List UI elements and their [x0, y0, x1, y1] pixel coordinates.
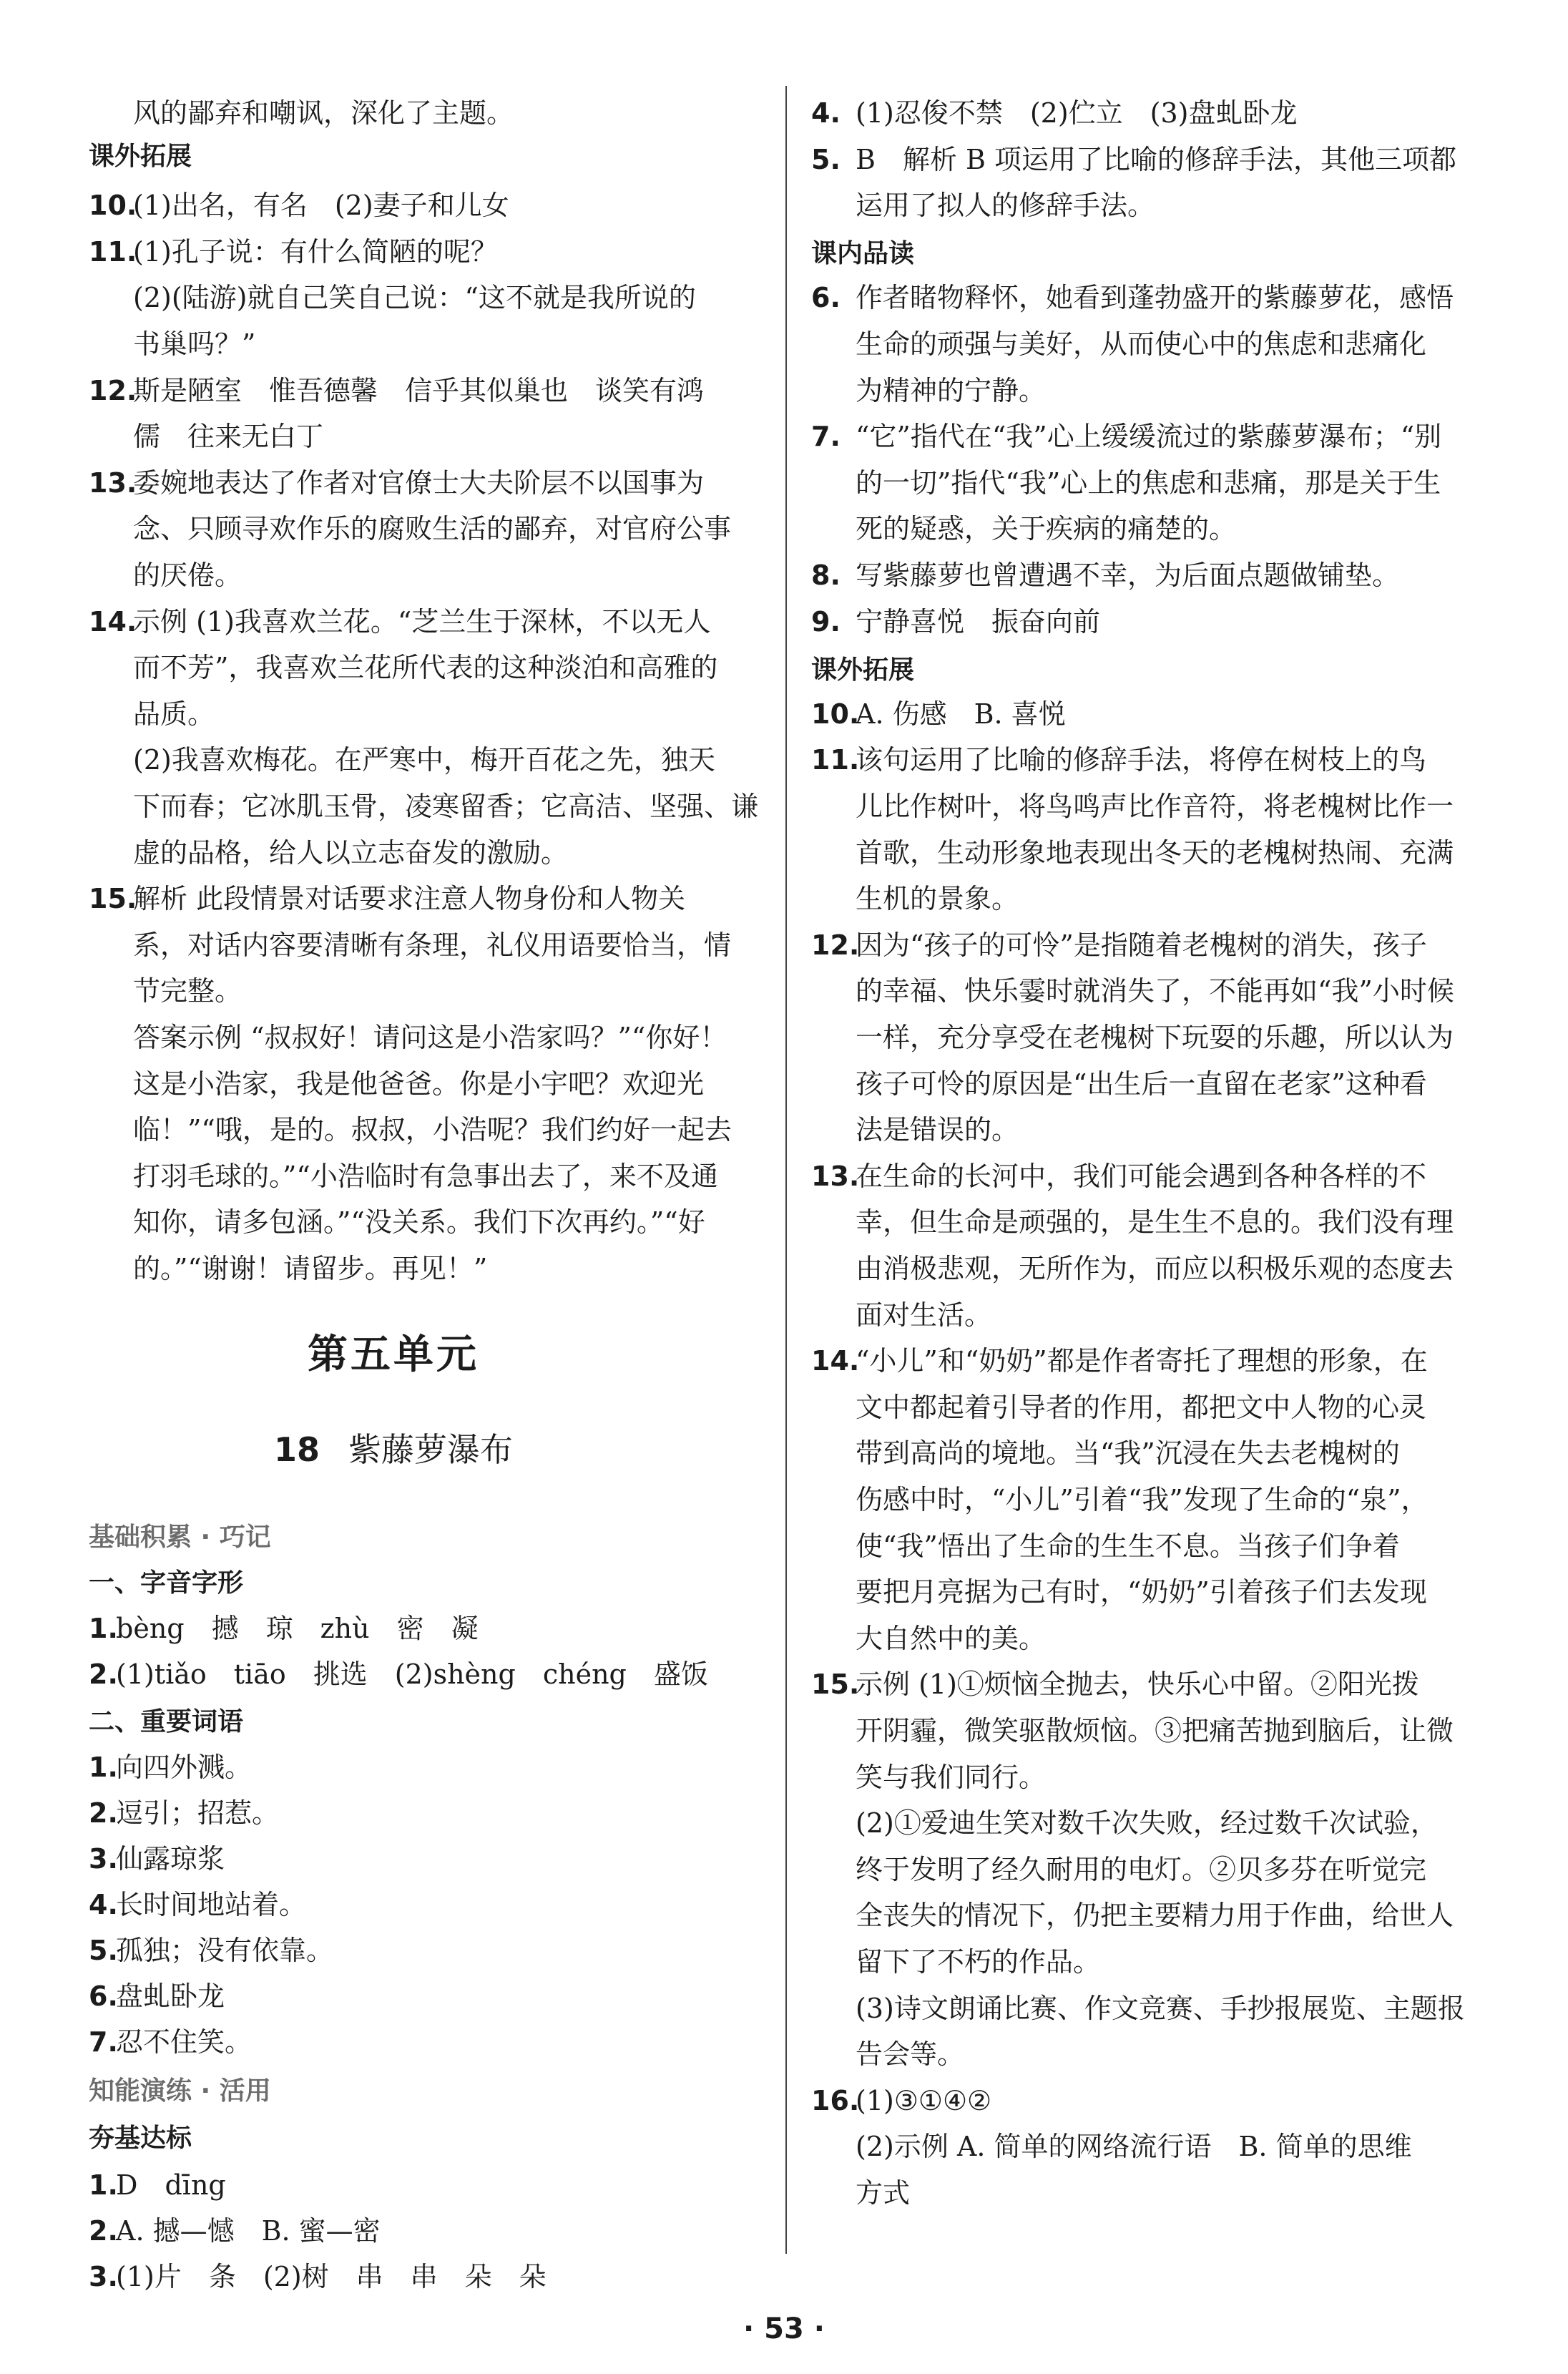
answer-text: (2)①爱迪生笑对数千次失败，经过数千次试验，	[856, 1807, 1438, 1840]
answer-line	[89, 235, 498, 269]
answer-line	[856, 466, 1441, 500]
answer-number: 5.	[89, 1935, 118, 1966]
answer-line	[133, 1020, 727, 1055]
unit-title: 第五单元	[308, 1331, 479, 1378]
answer-number: 16.	[811, 2084, 860, 2116]
answer-number: 1.	[89, 1613, 118, 1644]
answer-line	[811, 558, 1399, 592]
answer-line	[856, 1714, 1454, 1748]
answer-line	[856, 512, 1236, 546]
answer-line	[856, 2037, 964, 2071]
answer-text: 全丧失的情况下，仍把主要精力用于作曲，给世人	[856, 1900, 1454, 1932]
answer-line	[133, 1159, 718, 1193]
answer-text: 下而春；它冰肌玉骨，凌寒留香；它高洁、坚强、谦	[133, 791, 759, 822]
answer-text: 告会等。	[856, 2038, 965, 2071]
answer-line	[89, 373, 704, 408]
answer-text: (1)③①④②	[856, 2084, 992, 2116]
answer-number: 2.	[89, 1797, 118, 1829]
answer-text: 知你，请多包涵。”“没关系。我们下次再约。”“好	[133, 1206, 705, 1239]
answer-text: D dīng	[116, 2169, 226, 2201]
answer-text: 向四外溅。	[116, 1752, 253, 1783]
answer-line	[133, 1113, 732, 1147]
answer-line	[89, 1657, 708, 1691]
answer-line	[133, 789, 758, 824]
lesson-number: 18	[273, 1430, 320, 1469]
answer-text: 示例 (1)①烦恼全抛去，快乐心中留。②阳光拨	[856, 1669, 1419, 1701]
section-heading-duoji: 夯基达标	[89, 2124, 192, 2153]
section-heading-zhongyao: 二、重要词语	[89, 1707, 244, 1736]
section-heading-kenei: 课内品读	[811, 239, 915, 268]
answer-line	[856, 1806, 1438, 1840]
answer-text: 忍不住笑。	[116, 2026, 253, 2058]
answer-text: 临！”“哦，是的。叔叔，小浩呢？我们约好一起去	[133, 1114, 732, 1146]
answer-text: (1)孔子说：有什么简陋的呢？	[133, 235, 498, 268]
answer-text: 一样，充分享受在老槐树下玩耍的乐趣，所以认为	[856, 1022, 1454, 1053]
answer-line	[811, 743, 1426, 777]
answer-number: 3.	[89, 2261, 118, 2292]
answer-text: 而不芳”，我喜欢兰花所代表的这种淡泊和高雅的	[133, 652, 718, 684]
lesson-name: 紫藤萝瀑布	[348, 1430, 513, 1469]
answer-line	[133, 512, 731, 546]
answer-line	[856, 1251, 1454, 1286]
answer-line	[133, 419, 323, 454]
answer-text: 答案示例 “叔叔好！请问这是小浩家吗？”“你好！	[133, 1022, 727, 1053]
answer-text: 开阴霾，微笑驱散烦恼。③把痛苦抛到脑后，让微	[856, 1715, 1454, 1747]
answer-line	[133, 1205, 705, 1239]
answer-text: 留下了不朽的作品。	[856, 1946, 1101, 1978]
answer-text: 作者睹物释怀，她看到蓬勃盛开的紫藤萝花，感悟	[856, 282, 1454, 314]
answer-text: 为精神的宁静。	[856, 374, 1047, 406]
answer-text: 使“我”悟出了生命的生生不息。当孩子们争着	[856, 1530, 1400, 1562]
answer-text: 宁静喜悦 振奋向前	[856, 605, 1101, 638]
answer-line	[133, 836, 568, 870]
answer-text: 终于发明了经久耐用的电灯。②贝多芬在听觉完	[856, 1853, 1427, 1885]
answer-text: 孤独；没有依靠。	[116, 1935, 334, 1966]
answer-text: (3)诗文朗诵比赛、作文竞赛、手抄报展览、主题报	[856, 1992, 1465, 2024]
answer-line	[856, 1621, 1046, 1656]
answer-line	[811, 2084, 991, 2118]
answer-line	[811, 928, 1427, 962]
answer-line	[856, 1205, 1454, 1239]
answer-line	[856, 1113, 1019, 1147]
answer-line	[811, 1667, 1419, 1701]
answer-line	[811, 1344, 1428, 1378]
answer-line	[856, 836, 1454, 870]
section-heading-kewai-1: 课外拓展	[89, 142, 192, 171]
answer-line	[856, 188, 1155, 223]
answer-line	[856, 2176, 910, 2210]
page-number: · 53 ·	[743, 2312, 825, 2345]
answer-line	[133, 1251, 487, 1286]
answer-text: 在生命的长河中，我们可能会遇到各种各样的不	[856, 1160, 1427, 1192]
answer-text: (2)我喜欢梅花。在严寒中，梅开百花之先，独天	[133, 744, 715, 776]
answer-number: 6.	[89, 1980, 118, 2012]
answer-text: 逗引；招惹。	[116, 1797, 280, 1829]
answer-number: 2.	[89, 1659, 118, 1690]
answer-number: 11.	[89, 235, 137, 268]
answer-text: 由消极悲观，无所作为，而应以积极乐观的态度去	[856, 1253, 1454, 1284]
answer-text: 生命的顽强与美好，从而使心中的焦虑和悲痛化	[856, 328, 1427, 360]
answer-line	[856, 1067, 1427, 1101]
answer-line	[89, 1611, 479, 1646]
answer-text: (1)片 条 (2)树 串 串 朵 朵	[116, 2261, 547, 2292]
answer-text: 的。”“谢谢！请留步。再见！”	[133, 1253, 488, 1284]
answer-line	[856, 1390, 1426, 1425]
answer-number: 12.	[89, 374, 137, 406]
answer-text: 的厌倦。	[133, 560, 242, 591]
answer-line	[133, 650, 717, 685]
answer-text: 委婉地表达了作者对官僚士大夫阶层不以国事为	[133, 467, 705, 499]
answer-text: 书巢吗？”	[133, 328, 256, 360]
answer-line	[133, 280, 696, 315]
answer-text: 带到高尚的境地。当“我”沉浸在失去老槐树的	[856, 1437, 1400, 1470]
answer-text: 方式	[856, 2177, 911, 2209]
answer-text: (1)忍俊不禁 (2)伫立 (3)盘虬卧龙	[856, 97, 1298, 129]
answer-text: “它”指代在“我”心上缓缓流过的紫藤萝瀑布；“别	[856, 421, 1442, 453]
answer-line	[856, 1945, 1100, 1979]
answer-text: 孩子可怜的原因是“出生后一直留在老家”这种看	[856, 1068, 1427, 1100]
answer-line	[856, 373, 1046, 408]
answer-text: 首歌，生动形象地表现出冬天的老槐树热闹、充满	[856, 836, 1454, 869]
answer-text: 因为“孩子的可怜”是指随着老槐树的消失，孩子	[856, 929, 1427, 961]
answer-text: 打羽毛球的。”“小浩临时有急事出去了，来不及通	[133, 1160, 718, 1192]
answer-text: 生机的景象。	[856, 883, 1019, 915]
answer-line	[89, 2168, 226, 2202]
answer-text: 文中都起着引导者的作用，都把文中人物的心灵	[856, 1391, 1427, 1423]
answer-line	[89, 2214, 381, 2248]
answer-text: bèng 撼 琼 zhù 密 凝	[116, 1613, 479, 1644]
answer-line	[89, 1750, 252, 1784]
answer-line	[811, 96, 1297, 130]
lesson-title	[0, 1428, 787, 1471]
answer-line	[133, 96, 514, 130]
answer-text: 的一切”指代“我”心上的焦虑和悲痛，那是关于生	[856, 467, 1441, 499]
answer-line	[89, 2260, 547, 2294]
answer-line	[811, 1159, 1426, 1193]
answer-text: 要把月亮据为己有时，“奶奶”引着孩子们去发现	[856, 1576, 1427, 1608]
answer-text: 运用了拟人的修辞手法。	[856, 190, 1155, 222]
answer-text: 示例 (1)我喜欢兰花。“芝兰生于深林，不以无人	[133, 605, 711, 638]
answer-number: 7.	[89, 2026, 118, 2058]
answer-text: 这是小浩家，我是他爸爸。你是小宇吧？欢迎光	[133, 1068, 705, 1100]
answer-number: 15.	[811, 1669, 860, 1701]
answer-number: 7.	[811, 421, 841, 453]
answer-text: 儿比作树叶，将鸟鸣声比作音符，将老槐树比作一	[856, 791, 1454, 822]
answer-text: 品质。	[133, 698, 215, 730]
answer-line	[811, 142, 1456, 177]
answer-number: 9.	[811, 605, 841, 638]
answer-text: 该句运用了比喻的修辞手法，将停在树枝上的鸟	[856, 744, 1427, 776]
answer-text: 虚的品格，给人以立志奋发的激励。	[133, 836, 569, 869]
answer-line	[856, 1898, 1454, 1933]
answer-number: 3.	[89, 1843, 118, 1875]
answer-text: 节完整。	[133, 975, 242, 1007]
answer-line	[856, 1991, 1465, 2026]
answer-line	[89, 1933, 333, 1968]
answer-line	[856, 789, 1454, 824]
answer-line	[89, 466, 704, 500]
answer-line	[89, 1842, 225, 1876]
answer-text: 念、只顾寻欢作乐的腐败生活的鄙弃，对官府公事	[133, 513, 732, 545]
answer-line	[133, 558, 242, 592]
answer-line	[856, 2129, 1412, 2164]
answer-line	[856, 1575, 1427, 1609]
answer-line	[89, 1796, 279, 1830]
answer-line	[811, 605, 1100, 639]
answer-number: 10.	[89, 190, 137, 222]
answer-line	[811, 697, 1066, 731]
answer-line	[856, 1852, 1426, 1887]
answer-text: 法是错误的。	[856, 1114, 1019, 1146]
section-heading-kewai-2: 课外拓展	[811, 655, 915, 685]
answer-line	[133, 974, 242, 1008]
answer-text: 儒 往来无白丁	[133, 421, 324, 453]
answer-line	[856, 1298, 991, 1332]
answer-text: 盘虬卧龙	[116, 1980, 225, 2012]
answer-text: (2)示例 A. 简单的网络流行语 B. 简单的思维	[856, 2131, 1412, 2163]
answer-number: 1.	[89, 2169, 118, 2201]
answer-number: 10.	[811, 698, 860, 730]
answer-number: 5.	[811, 143, 841, 175]
answer-line	[89, 605, 710, 639]
answer-text: 斯是陋室 惟吾德馨 信乎其似巢也 谈笑有鸿	[133, 374, 705, 406]
answer-line	[133, 928, 731, 962]
answer-line	[133, 327, 255, 361]
answer-line	[856, 1482, 1429, 1517]
answer-text: 幸，但生命是顽强的，是生生不息的。我们没有理	[856, 1206, 1454, 1239]
answer-text: (2)(陆游)就自己笑自己说：“这不就是我所说的	[133, 282, 696, 314]
answer-line	[856, 327, 1426, 361]
answer-line	[133, 743, 715, 777]
answer-line	[856, 1760, 1046, 1794]
section-heading-jichu: 基础积累 · 巧记	[89, 1523, 271, 1552]
answer-text: A. 撼—憾 B. 蜜—密	[116, 2215, 381, 2247]
answer-text: 风的鄙弃和嘲讽，深化了主题。	[133, 97, 514, 129]
answer-text: 大自然中的美。	[856, 1622, 1047, 1654]
answer-number: 13.	[811, 1160, 860, 1192]
answer-number: 4.	[811, 97, 841, 129]
answer-text: 解析 此段情景对话要求注意人物身份和人物关	[133, 883, 686, 915]
answer-number: 11.	[811, 744, 860, 776]
section-heading-ziyin: 一、字音字形	[89, 1568, 244, 1598]
answer-line	[856, 1529, 1400, 1563]
answer-line	[856, 1020, 1454, 1055]
answer-number: 4.	[89, 1889, 118, 1920]
answer-number: 8.	[811, 560, 841, 591]
answer-number: 1.	[89, 1752, 118, 1783]
answer-text: (1)tiǎo tiāo 挑选 (2)shèng chéng 盛饭	[116, 1659, 708, 1690]
answer-line	[89, 1887, 306, 1922]
answer-number: 14.	[89, 605, 137, 638]
answer-line	[89, 188, 509, 223]
column-divider	[785, 86, 787, 2254]
answer-text: 死的疑惑，关于疾病的痛楚的。	[856, 513, 1237, 545]
answer-text: 伤感中时，“小儿”引着“我”发现了生命的“泉”，	[856, 1484, 1429, 1515]
answer-number: 12.	[811, 929, 860, 961]
answer-text: “小儿”和“奶奶”都是作者寄托了理想的形象，在	[856, 1345, 1428, 1377]
answer-text: A. 伤感 B. 喜悦	[856, 698, 1066, 730]
answer-text: 长时间地站着。	[116, 1889, 307, 1920]
answer-number: 15.	[89, 883, 137, 915]
answer-number: 14.	[811, 1345, 860, 1377]
answer-line	[89, 881, 685, 916]
answer-text: 的幸福、快乐霎时就消失了，不能再如“我”小时候	[856, 975, 1454, 1007]
answer-line	[856, 974, 1454, 1008]
answer-line	[133, 697, 215, 731]
answer-line	[856, 881, 1019, 916]
answer-text: 仙露琼浆	[116, 1843, 225, 1875]
answer-text: 写紫藤萝也曾遭遇不幸，为后面点题做铺垫。	[856, 560, 1400, 591]
answer-line	[811, 419, 1441, 454]
answer-number: 2.	[89, 2215, 118, 2247]
answer-text: (1)出名，有名 (2)妻子和儿女	[133, 190, 509, 222]
answer-number: 13.	[89, 467, 137, 499]
answer-text: 面对生活。	[856, 1299, 992, 1331]
answer-text: B 解析 B 项运用了比喻的修辞手法，其他三项都	[856, 143, 1457, 175]
answer-line	[89, 2025, 252, 2059]
answer-text: 笑与我们同行。	[856, 1761, 1047, 1793]
answer-line	[89, 1979, 225, 2013]
answer-number: 6.	[811, 282, 841, 314]
answer-line	[133, 1067, 704, 1101]
answer-line	[811, 280, 1454, 315]
answer-line	[856, 1436, 1400, 1470]
section-heading-zhineng: 知能演练 · 活用	[89, 2076, 271, 2106]
answer-text: 系，对话内容要清晰有条理，礼仪用语要恰当，情	[133, 929, 732, 961]
